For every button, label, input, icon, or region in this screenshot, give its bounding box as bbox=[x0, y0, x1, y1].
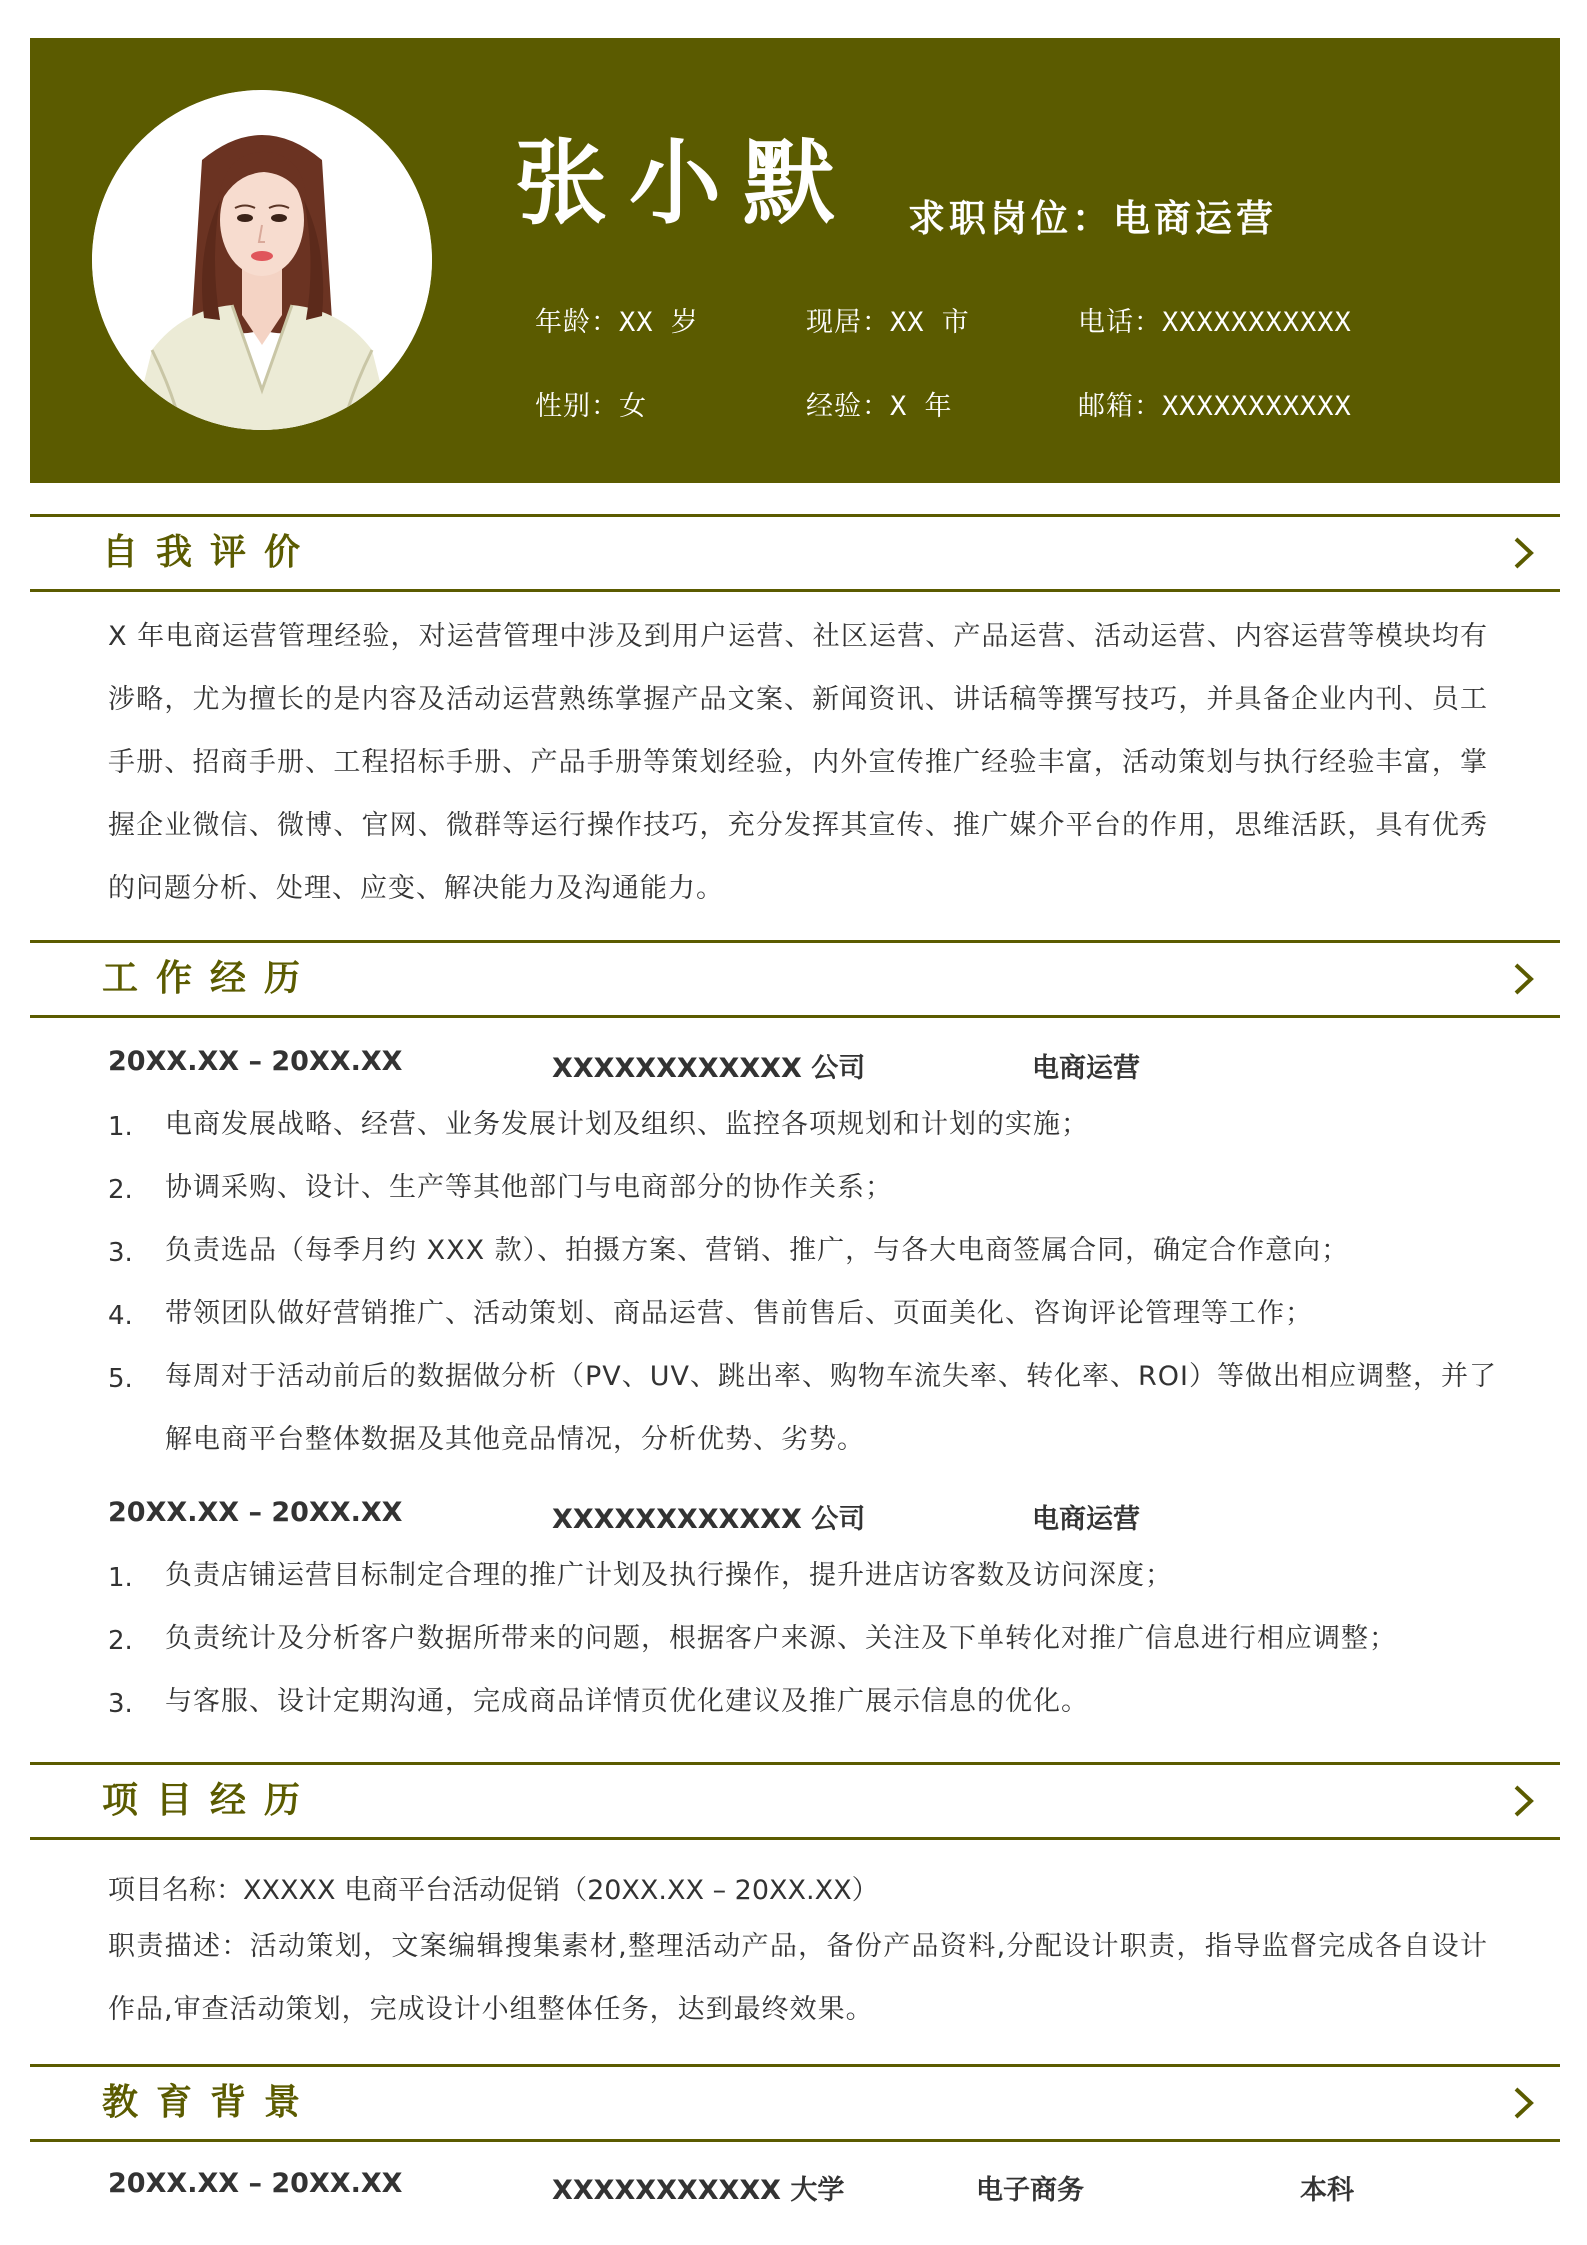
list-item: 每周对于活动前后的数据做分析（PV、UV、跳出率、购物车流失率、转化率、ROI）等做出相应调整，并了解电商平台整体数据及其他竞品情况，分析优势、劣势。 bbox=[165, 1361, 1497, 1455]
section-title: 教育背景 bbox=[102, 2082, 319, 2123]
info-residence bbox=[806, 300, 970, 339]
list-number: 3. bbox=[108, 1689, 133, 1719]
list-item: 负责统计及分析客户数据所带来的问题，根据客户来源、关注及下单转化对推广信息进行相应调整； bbox=[165, 1623, 1397, 1654]
info-value: X 年 bbox=[890, 391, 953, 422]
project-name: 项目名称：XXXXX 电商平台活动促销（20XX.XX – 20XX.XX） bbox=[108, 1875, 879, 1906]
list-number: 5. bbox=[108, 1364, 133, 1394]
info-value: 女 bbox=[619, 391, 647, 422]
section-header-education bbox=[30, 2064, 1560, 2142]
header-banner bbox=[30, 38, 1560, 483]
divider bbox=[30, 2139, 1560, 2142]
section-header-project bbox=[30, 1762, 1560, 1840]
work-role: 电商运营 bbox=[1032, 1504, 1140, 1535]
list-number: 4. bbox=[108, 1301, 133, 1331]
info-value: XX 市 bbox=[890, 307, 970, 338]
education-school: XXXXXXXXXXX 大学 bbox=[552, 2175, 845, 2206]
list-number: 3. bbox=[108, 1238, 133, 1268]
avatar bbox=[92, 90, 432, 430]
divider bbox=[30, 1015, 1560, 1018]
self-evaluation-text: X 年电商运营管理经验，对运营管理中涉及到用户运营、社区运营、产品运营、活动运营、内容运营等模块均有涉略，尤为擅长的是内容及活动运营熟练掌握产品文案、新闻资讯、讲话稿等撰写技巧，并具备企业内刊、员工手册、招商手册、工程招标手册、产品手册等策划经验，内外宣传推广经验丰富，活动策划与执行经验丰富，掌握企业微信、微博、官网、微群等运行操作技巧，充分发挥其宣传、推广媒介平台的作用，思维活跃，具有优秀的问题分析、处理、应变、解决能力及沟通能力。 bbox=[108, 621, 1488, 904]
chevron-right-icon bbox=[1504, 960, 1542, 998]
info-label: 经验： bbox=[806, 391, 890, 422]
section-title: 自我评价 bbox=[102, 532, 319, 573]
work-role: 电商运营 bbox=[1032, 1053, 1140, 1084]
avatar-illustration bbox=[92, 90, 432, 430]
list-item: 协调采购、设计、生产等其他部门与电商部分的协作关系； bbox=[165, 1172, 893, 1203]
candidate-name: 张小默 bbox=[515, 130, 858, 237]
info-phone bbox=[1078, 300, 1352, 339]
project-description: 职责描述：活动策划，文案编辑搜集素材,整理活动产品，备份产品资料,分配设计职责，指导监督完成各自设计作品,审查活动策划，完成设计小组整体任务，达到最终效果。 bbox=[108, 1931, 1488, 2025]
info-value: XXXXXXXXXXX bbox=[1162, 307, 1352, 338]
info-label: 年龄： bbox=[535, 307, 619, 338]
list-item: 电商发展战略、经营、业务发展计划及组织、监控各项规划和计划的实施； bbox=[165, 1109, 1089, 1140]
list-number: 1. bbox=[108, 1563, 133, 1593]
divider bbox=[30, 589, 1560, 592]
section-header-self-evaluation bbox=[30, 514, 1560, 592]
job-target: 求职岗位：电商运营 bbox=[908, 197, 1277, 240]
chevron-right-icon bbox=[1504, 2084, 1542, 2122]
work-company: XXXXXXXXXXXX 公司 bbox=[552, 1053, 866, 1084]
list-number: 2. bbox=[108, 1626, 133, 1656]
list-number: 2. bbox=[108, 1175, 133, 1205]
info-email bbox=[1078, 384, 1352, 423]
chevron-right-icon bbox=[1504, 534, 1542, 572]
work-period: 20XX.XX – 20XX.XX bbox=[108, 1046, 403, 1077]
work-period: 20XX.XX – 20XX.XX bbox=[108, 1497, 403, 1528]
info-value: XX 岁 bbox=[619, 307, 699, 338]
info-experience bbox=[806, 384, 953, 423]
list-item: 与客服、设计定期沟通，完成商品详情页优化建议及推广展示信息的优化。 bbox=[165, 1686, 1089, 1717]
education-period: 20XX.XX – 20XX.XX bbox=[108, 2168, 403, 2199]
education-degree: 本科 bbox=[1300, 2175, 1354, 2206]
work-company: XXXXXXXXXXXX 公司 bbox=[552, 1504, 866, 1535]
list-item: 负责选品（每季月约 XXX 款）、拍摄方案、营销、推广，与各大电商签属合同，确定合作意向； bbox=[165, 1235, 1350, 1266]
chevron-right-icon bbox=[1504, 1782, 1542, 1820]
info-gender bbox=[535, 384, 647, 423]
section-header-work bbox=[30, 940, 1560, 1018]
info-value: XXXXXXXXXXX bbox=[1162, 391, 1352, 422]
info-label: 电话： bbox=[1078, 307, 1162, 338]
info-age bbox=[535, 300, 699, 339]
info-label: 邮箱： bbox=[1078, 391, 1162, 422]
education-major: 电子商务 bbox=[976, 2175, 1084, 2206]
list-number: 1. bbox=[108, 1112, 133, 1142]
divider bbox=[30, 1837, 1560, 1840]
section-title: 工作经历 bbox=[102, 958, 319, 999]
list-item: 负责店铺运营目标制定合理的推广计划及执行操作，提升进店访客数及访问深度； bbox=[165, 1560, 1173, 1591]
list-item: 带领团队做好营销推广、活动策划、商品运营、售前售后、页面美化、咨询评论管理等工作； bbox=[165, 1298, 1313, 1329]
info-label: 现居： bbox=[806, 307, 890, 338]
section-title: 项目经历 bbox=[102, 1780, 319, 1821]
info-label: 性别： bbox=[535, 391, 619, 422]
